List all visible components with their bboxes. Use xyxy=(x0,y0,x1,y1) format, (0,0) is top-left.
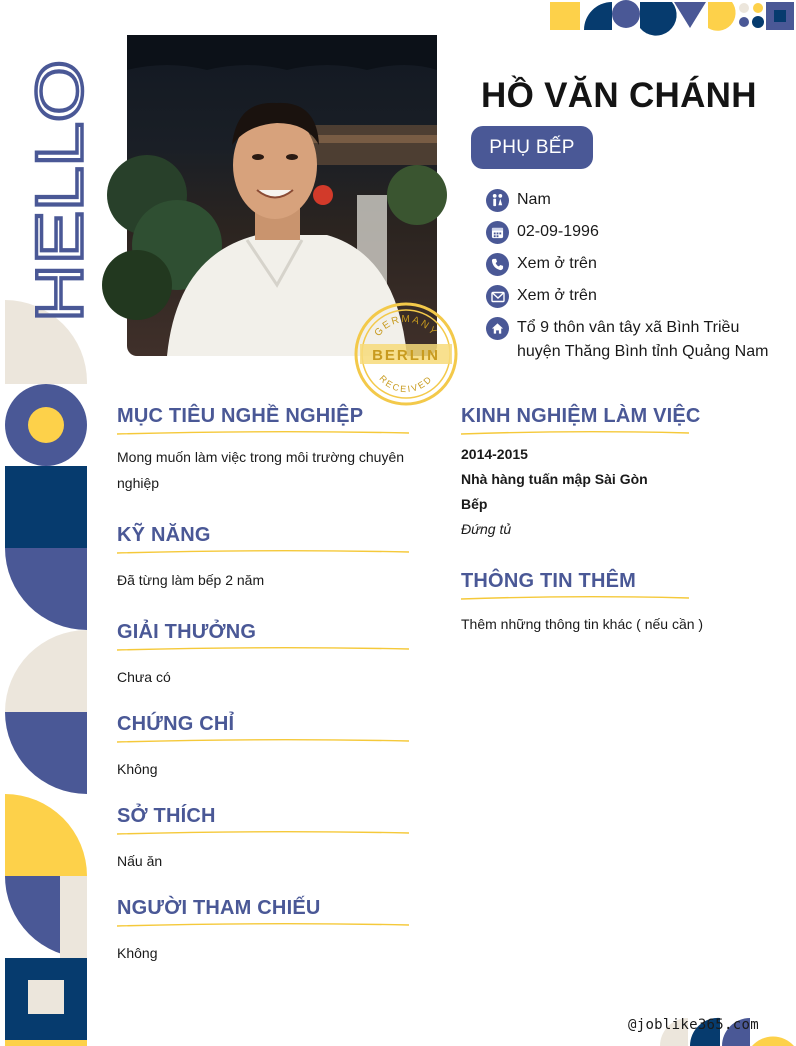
experience-company: Nhà hàng tuấn mập Sài Gòn xyxy=(461,471,648,487)
section-hobbies xyxy=(117,805,417,874)
section-skills xyxy=(117,524,417,593)
section-title: KỸ NĂNG xyxy=(117,524,211,546)
contact-email xyxy=(486,285,786,308)
contact-birthdate xyxy=(486,221,786,244)
gender-value: Nam xyxy=(517,191,551,208)
title-underline xyxy=(117,830,409,836)
section-title: NGƯỜI THAM CHIẾU xyxy=(117,897,321,919)
contact-phone xyxy=(486,253,786,276)
home-icon xyxy=(486,317,509,340)
title-underline xyxy=(117,549,409,555)
title-underline xyxy=(461,430,689,436)
position-badge xyxy=(471,126,593,169)
section-body: Thêm những thông tin khác ( nếu cần ) xyxy=(461,616,704,632)
berlin-stamp xyxy=(352,300,460,408)
section-title: MỤC TIÊU NGHỀ NGHIỆP xyxy=(117,405,364,427)
hello-vertical-text xyxy=(22,60,96,322)
section-title: SỞ THÍCH xyxy=(117,805,216,827)
birthdate-value: 02-09-1996 xyxy=(517,223,599,240)
title-underline xyxy=(117,738,409,744)
email-value: Xem ở trên xyxy=(517,287,597,304)
svg-text:GERMANY: GERMANY xyxy=(372,313,440,339)
section-title: KINH NGHIỆM LÀM VIỆC xyxy=(461,405,701,427)
section-awards xyxy=(117,621,417,690)
phone-icon xyxy=(486,253,509,276)
section-title: THÔNG TIN THÊM xyxy=(461,570,637,592)
section-objective xyxy=(117,405,417,496)
section-body: Không xyxy=(117,761,158,777)
section-experience xyxy=(461,405,781,542)
section-title: GIẢI THƯỞNG xyxy=(117,621,257,643)
section-references xyxy=(117,897,417,966)
experience-description: Đứng tủ xyxy=(461,521,512,537)
section-additional xyxy=(461,570,781,637)
section-body xyxy=(117,444,417,496)
section-body: Không xyxy=(117,945,158,961)
contact-gender xyxy=(486,189,786,212)
title-underline xyxy=(461,595,689,601)
gender-icon xyxy=(486,189,509,212)
section-certificates xyxy=(117,713,417,782)
section-body: Chưa có xyxy=(117,669,171,685)
section-body: Nấu ăn xyxy=(117,853,163,869)
position-label: PHỤ BẾP xyxy=(489,136,575,158)
top-right-decoration xyxy=(548,0,796,32)
section-body: Đã từng làm bếp 2 năm xyxy=(117,572,265,588)
svg-text:RECEIVED: RECEIVED xyxy=(377,373,435,395)
candidate-name: HỒ VĂN CHÁNH xyxy=(481,76,757,115)
address-line-2: huyện Thăng Bình tỉnh Quảng Nam xyxy=(517,343,769,360)
experience-period: 2014-2015 xyxy=(461,446,528,462)
svg-text:HELLO: HELLO xyxy=(22,105,96,322)
address-value xyxy=(517,316,768,364)
svg-text:BERLIN: BERLIN xyxy=(372,347,440,364)
section-title: CHỨNG CHỈ xyxy=(117,713,235,735)
calendar-icon xyxy=(486,221,509,244)
address-line-1: Tổ 9 thôn vân tây xã Bình Triều xyxy=(517,319,740,336)
contact-address xyxy=(486,317,786,364)
title-underline xyxy=(117,646,409,652)
phone-value: Xem ở trên xyxy=(517,255,597,272)
experience-role: Bếp xyxy=(461,496,488,512)
email-icon xyxy=(486,285,509,308)
title-underline xyxy=(117,430,409,436)
section-body xyxy=(461,442,781,542)
watermark-text: @joblike365.com xyxy=(628,1017,759,1033)
title-underline xyxy=(117,922,409,928)
objective-line-2: nghiệp xyxy=(117,475,160,491)
objective-line-1: Mong muốn làm việc trong môi trường chuyên xyxy=(117,449,405,465)
